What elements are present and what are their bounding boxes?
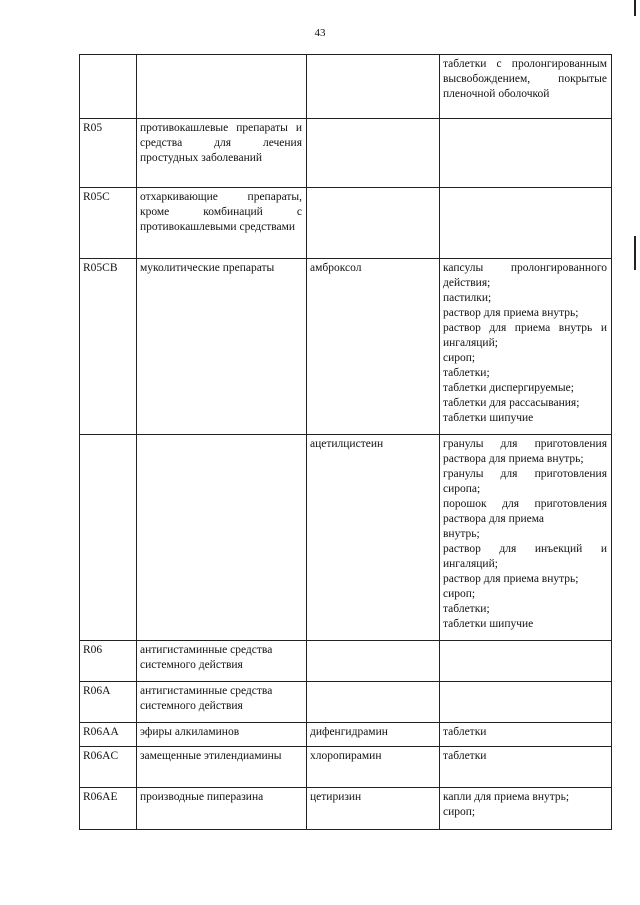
scan-edge-mark (634, 236, 636, 270)
dosage-forms-cell (440, 747, 612, 788)
dosage-form: внутрь; (443, 528, 480, 540)
drug-table-body (80, 55, 612, 830)
inn-name-cell (307, 119, 440, 188)
group-name-cell: противокашлевые препараты и средства для лечения простудных заболеваний (137, 119, 307, 188)
dosage-form: сироп; (443, 352, 476, 364)
dosage-form: таблетки шипучие (443, 618, 534, 630)
group-name-cell (137, 435, 307, 641)
table-row (80, 119, 612, 188)
atc-code-cell (80, 435, 137, 641)
atc-code-cell: R06A (80, 682, 137, 723)
dosage-form: порошок для приготовления раствора для приема (443, 498, 607, 525)
inn-name-cell: ацетилцистеин (307, 435, 440, 641)
group-name-cell: эфиры алкиламинов (137, 723, 307, 747)
inn-name-cell (307, 188, 440, 259)
group-name-cell: производные пиперазина (137, 788, 307, 830)
dosage-forms-cell (440, 788, 612, 830)
dosage-form: капли для приема внутрь; (443, 791, 570, 803)
atc-code-cell (80, 55, 137, 119)
dosage-forms-cell (440, 682, 612, 723)
table-row (80, 641, 612, 682)
dosage-form: сироп; (443, 588, 476, 600)
page-number: 43 (314, 27, 326, 39)
dosage-forms-cell (440, 641, 612, 682)
table-row (80, 55, 612, 119)
group-name-cell: антигистаминные средства системного действия (137, 682, 307, 723)
inn-name-cell: хлоропирамин (307, 747, 440, 788)
dosage-form: таблетки (443, 726, 487, 738)
inn-name-cell: дифенгидрамин (307, 723, 440, 747)
dosage-form: раствор для инъекций и ингаляций; (443, 543, 607, 570)
atc-code-cell: R06AC (80, 747, 137, 788)
dosage-form: гранулы для приготовления сиропа; (443, 468, 607, 495)
group-name-cell: антигистаминные средства системного действия (137, 641, 307, 682)
dosage-form: таблетки; (443, 367, 490, 379)
dosage-forms-cell (440, 435, 612, 641)
dosage-form: таблетки диспергируемые; (443, 382, 574, 394)
dosage-forms-cell (440, 259, 612, 435)
atc-code-cell: R06AE (80, 788, 137, 830)
table-row (80, 788, 612, 830)
dosage-form: таблетки; (443, 603, 490, 615)
dosage-form: таблетки с пролонгированным высвобождением, покрытые пленочной оболочкой (443, 58, 607, 100)
table-row (80, 682, 612, 723)
table-row (80, 723, 612, 747)
inn-name-cell: амброксол (307, 259, 440, 435)
dosage-form: раствор для приема внутрь и ингаляций; (443, 322, 607, 349)
dosage-form: таблетки для рассасывания; (443, 397, 580, 409)
group-name-cell: отхаркивающие препараты, кроме комбинаций с противокашлевыми средствами (137, 188, 307, 259)
dosage-form: раствор для приема внутрь; (443, 573, 579, 585)
atc-code-cell: R05C (80, 188, 137, 259)
dosage-forms-cell (440, 188, 612, 259)
inn-name-cell (307, 682, 440, 723)
group-name-cell: замещенные этилендиамины (137, 747, 307, 788)
table-row (80, 435, 612, 641)
dosage-form: таблетки (443, 750, 487, 762)
dosage-form: гранулы для приготовления раствора для приема внутрь; (443, 438, 607, 465)
dosage-forms-cell (440, 723, 612, 747)
dosage-form: таблетки шипучие (443, 412, 534, 424)
dosage-form: пастилки; (443, 292, 492, 304)
drug-table (79, 54, 612, 830)
dosage-forms-cell (440, 119, 612, 188)
atc-code-cell: R05CB (80, 259, 137, 435)
table-row (80, 188, 612, 259)
group-name-cell (137, 55, 307, 119)
scan-edge-mark (634, 0, 636, 16)
table-row (80, 259, 612, 435)
atc-code-cell: R05 (80, 119, 137, 188)
inn-name-cell: цетиризин (307, 788, 440, 830)
dosage-forms-cell (440, 55, 612, 119)
group-name-cell: муколитические препараты (137, 259, 307, 435)
inn-name-cell (307, 55, 440, 119)
dosage-form: капсулы пролонгированного действия; (443, 262, 607, 289)
atc-code-cell: R06 (80, 641, 137, 682)
table-row (80, 747, 612, 788)
inn-name-cell (307, 641, 440, 682)
dosage-form: сироп; (443, 806, 476, 818)
atc-code-cell: R06AA (80, 723, 137, 747)
dosage-form: раствор для приема внутрь; (443, 307, 579, 319)
